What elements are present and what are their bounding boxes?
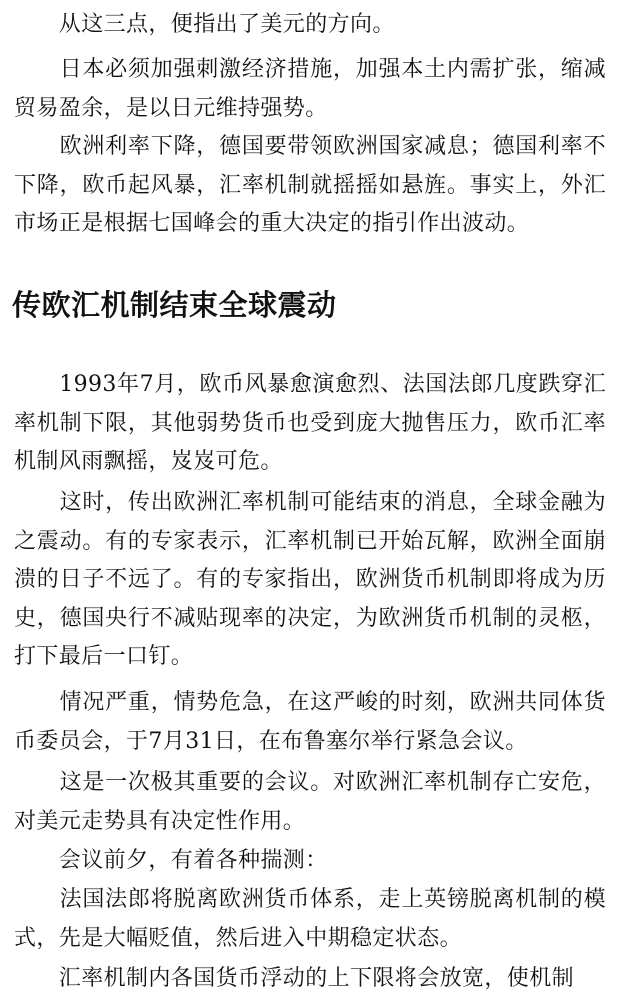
paragraph: 日本必须加强刺激经济措施，加强本土内需扩张，缩减贸易盈余，是以日元维持强势。 bbox=[14, 57, 606, 121]
paragraph: 这是一次极其重要的会议。对欧洲汇率机制存亡安危，对美元走势具有决定性作用。 bbox=[14, 770, 606, 834]
paragraph: 汇率机制内各国货币浮动的上下限将会放宽，使机制 bbox=[14, 966, 575, 991]
paragraph: 1993年7月，欧币风暴愈演愈烈、法国法郎几度跌穿汇率机制下限，其他弱势货币也受到庞大抛售压力，欧币汇率机制风雨飘摇，岌岌可危。 bbox=[14, 372, 606, 474]
paragraph: 从这三点，便指出了美元的方向。 bbox=[14, 12, 395, 37]
section-heading: 传欧汇机制结束全球震动 bbox=[12, 288, 337, 322]
paragraph: 情况严重，情势危急，在这严峻的时刻，欧洲共同体货币委员会，于7月31日，在布鲁塞尔举行紧急会议。 bbox=[14, 690, 606, 754]
paragraph: 欧洲利率下降，德国要带领欧洲国家减息；德国利率不下降，欧币起风暴，汇率机制就摇摇如悬旌。事实上，外汇市场正是根据七国峰会的重大决定的指引作出波动。 bbox=[14, 134, 606, 236]
paragraph: 会议前夕，有着各种揣测： bbox=[14, 848, 328, 873]
paragraph: 这时，传出欧洲汇率机制可能结束的消息，全球金融为之震动。有的专家表示，汇率机制已开始瓦解，欧洲全面崩溃的日子不远了。有的专家指出，欧洲货币机制即将成为历史，德国央行不减贴现率的决定，为欧洲货币机制的灵柩，打下最后一口钉。 bbox=[14, 490, 606, 669]
paragraph: 法国法郎将脱离欧洲货币体系，走上英镑脱离机制的模式，先是大幅贬值，然后进入中期稳定状态。 bbox=[14, 887, 606, 951]
